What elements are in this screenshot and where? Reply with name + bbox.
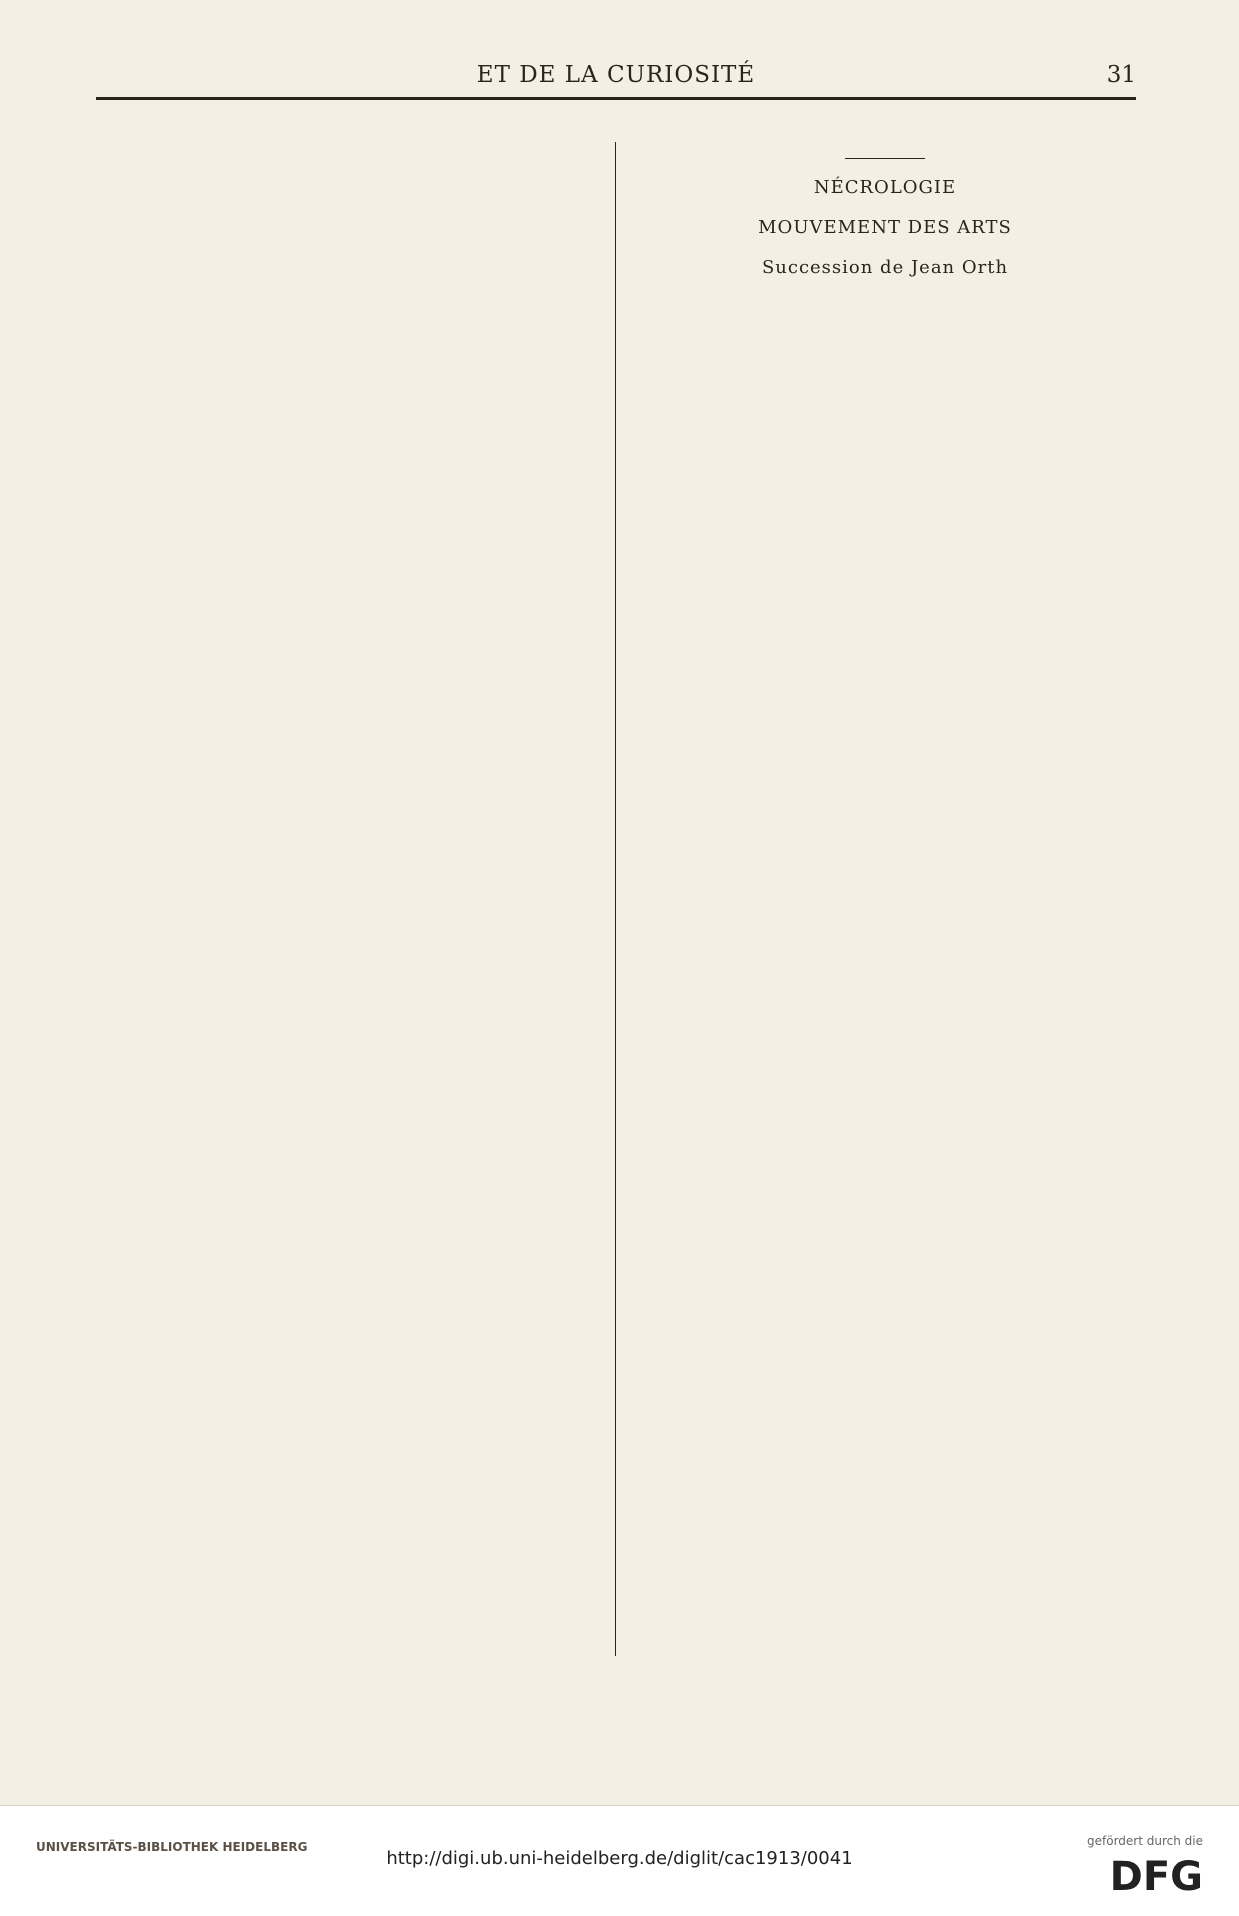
column-left bbox=[96, 142, 586, 1656]
column-divider bbox=[615, 142, 616, 1656]
library-logo: UNIVERSITÄTS-BIBLIOTHEK HEIDELBERG bbox=[36, 1840, 308, 1854]
dfg-logo: DFG bbox=[1109, 1854, 1203, 1900]
section-title-necrologie: NÉCROLOGIE bbox=[813, 177, 957, 198]
running-title: ET DE LA CURIOSITÉ bbox=[476, 62, 756, 88]
page-header bbox=[96, 62, 1136, 92]
source-link[interactable]: http://digi.ub.uni-heidelberg.de/diglit/cac1913/0041 bbox=[386, 1848, 853, 1869]
header-rule bbox=[96, 97, 1136, 100]
footer-bar bbox=[0, 1805, 1239, 1916]
dfg-caption: gefördert durch die bbox=[1087, 1834, 1203, 1848]
section-title-mouvement: MOUVEMENT DES ARTS bbox=[758, 217, 1012, 239]
page-number: 31 bbox=[1106, 62, 1136, 88]
column-right bbox=[640, 142, 1130, 1656]
section-title-succession: Succession de Jean Orth bbox=[761, 257, 1009, 279]
section-rule bbox=[845, 158, 925, 159]
